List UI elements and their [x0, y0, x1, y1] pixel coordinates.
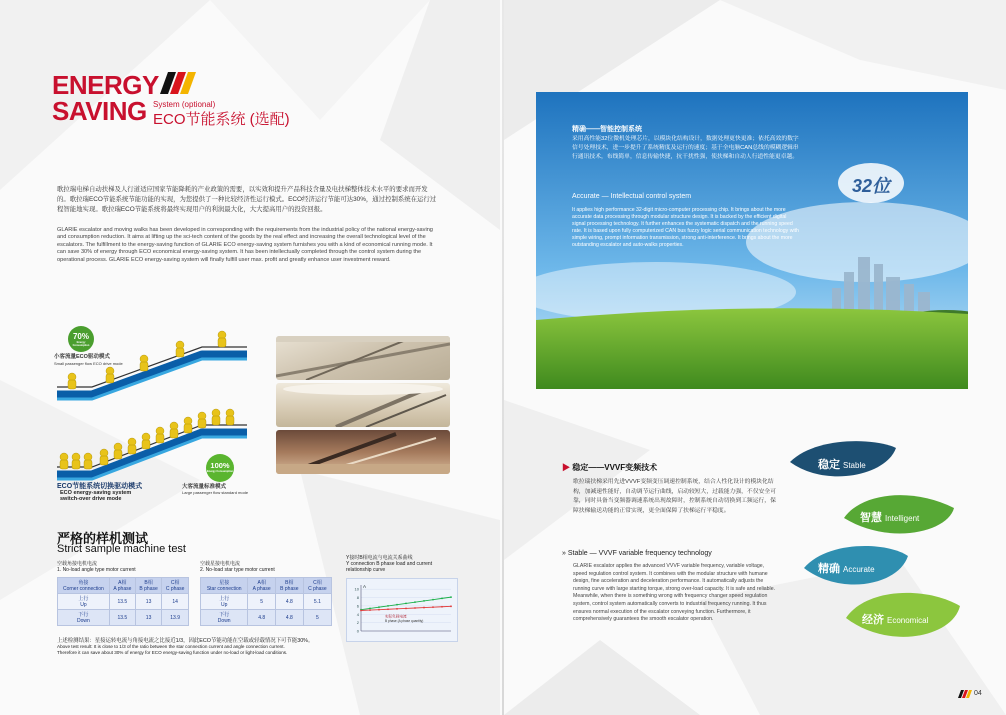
- energy-badge-100: 100% Energy Consumption: [206, 454, 234, 482]
- th-c: C相 C phase: [162, 578, 189, 594]
- data-point: [378, 609, 380, 611]
- data-point: [396, 604, 398, 606]
- switch-mode-label-en2: switch-over drive mode: [60, 496, 122, 502]
- vvvf-body-cn: 歌拉瑞扶梯采用先进VVVF变频变压调速控制系统，结合人性化设计的模块化结构，加减速性能好，自动调节运行曲线，启动较短大，过载能力强，不仅安全可靠，同时具备当变频器调速系统出现故障时，控制系统自动切换到工频运行，保障扶梯输送功能的正常实现，更全面保障了扶梯运行平稳度。: [573, 479, 776, 514]
- chart-title-en: Y connection B phase load and current relationship curve: [346, 561, 433, 573]
- y-tick-label: 4: [356, 611, 359, 617]
- german-flag-stripes-icon: [160, 72, 198, 94]
- y-axis-label: A: [363, 584, 367, 589]
- test-result-en1: Above test result: It is close to 1/3 of the ratio between the star connection current and angle connection current.: [57, 644, 285, 649]
- data-point: [405, 608, 407, 610]
- page-number: 04: [974, 690, 982, 697]
- leaf-intelligent-label: 智慧 Intelligent: [860, 512, 920, 524]
- leaf-economical-label: 经济 Economical: [862, 614, 929, 626]
- table2-title-en-row: 2. No-load star type motor current: [200, 567, 275, 573]
- smart-title-en: Accurate — Intellectual control system: [572, 193, 692, 200]
- data-point: [378, 606, 380, 608]
- data-point: [441, 606, 443, 608]
- badge-32bit: 32位: [838, 163, 904, 203]
- leaf-accurate-label: 精确 Accurate: [818, 563, 875, 575]
- large-flow-label-en: Large passenger flow standard mode: [182, 490, 249, 495]
- load-current-chart: [346, 578, 458, 642]
- test-title-en: Strict sample machine test: [57, 543, 186, 555]
- data-point: [423, 607, 425, 609]
- data-point: [432, 599, 434, 601]
- table1-title-en-row: 1. No-load angle type motor current: [57, 567, 136, 573]
- intro-cn: 歌拉瑞电梯自动扶梯及人行道适应国家节能降耗的产业政策的需要，以实效和提升产品科技含量及电扶梯整体技术水平的要求而开发的。歌拉瑞ECO节能系统节能功能的实现，为您提供了一种比较经济性运行模式。ECO经济运行节能可达30%，通过控制系统在运行过程智能地实现。歌拉瑞ECO节能系统将最终实现用户的利润最大化，大大提高用户的投资回报。: [57, 186, 437, 213]
- data-point: [369, 609, 371, 611]
- mall-photo-1: [276, 336, 450, 380]
- data-point: [396, 608, 398, 610]
- table-row: 下行 Down 4.8 4.8 5: [201, 610, 332, 626]
- vvvf-body-en: GLARIE escalator applies the advanced VVVF variable frequency, variable voltage, speed regulation control system. It combines with the modular structure with humane design, fine acceleration and deceleration performance. It automatically adjusts the running curve with large starting torque, strong over-load capacity. It is safe and reliable. Meanwhile, when there is something wrong with frequency changer speed regulation system, control system automatically converts to industrial frequency running. It thus ensures normal execution of the escalator conveying function. Furthermore, it comprehensively guarantees the smooth escalator operation.: [573, 563, 776, 623]
- table-row: 上行 Up 5 4.8 5.1: [201, 594, 332, 610]
- energy-badge-70: 70% Energy Consumption: [68, 326, 94, 352]
- th-b: B相 B phase: [135, 578, 161, 594]
- y-tick-label: 0: [356, 628, 359, 634]
- switch-mode-label-cn: ECO节能系统切换驱动模式: [57, 483, 143, 490]
- data-point: [360, 610, 362, 612]
- table2-title-cn: 空载星接电机电流: [200, 561, 241, 567]
- data-point: [423, 600, 425, 602]
- data-point: [369, 608, 371, 610]
- vvvf-title-cn: ▶ 稳定——VVVF变频技术: [562, 463, 658, 472]
- data-point: [450, 605, 452, 607]
- legend-cn: 实际负载电流: [385, 614, 407, 619]
- y-tick-label: 6: [356, 603, 359, 609]
- title-cn: ECO节能系统 (选配): [153, 111, 290, 128]
- vvvf-title-en: » Stable — VVVF variable frequency technology: [562, 550, 712, 557]
- mall-photo-2: [276, 383, 450, 427]
- chart-title-cn: Y接时B相电流与电流关系曲线: [346, 555, 413, 561]
- data-point: [387, 608, 389, 610]
- table-angle-current: [57, 577, 189, 626]
- table-star-current: 星接 Star connection A相 A phase B相 B phase C相 C phase 上行 Up 5 4.8 5.1 下行 Down 4.8 4.8 5: [200, 577, 332, 626]
- title-energy: ENERGY: [52, 70, 159, 100]
- intro-en: GLARIE escalator and moving walks has been developed in corresponding with the requirements from the industrial policy of the national energy-saving and consumption reduction. It aims at lifting up the sci-tech content of the goods by the real effect and increasing the overall technological level of the escalators. The fulfillment to the energy-saving function of GLARIE ECO energy-saving system furnishes you with a kind of economical running mode. It can save 30% of energy through ECO economical energy-saving system. It has been intellectually completed through the control system during the operational process. GLARIE ECO energy-saving system will finally fulfill user max. profit and greatly enhance user investment reward.: [57, 227, 433, 263]
- title-optional: System (optional): [153, 100, 216, 109]
- switch-mode-label-en1: ECO energy-saving system: [60, 490, 132, 496]
- data-point: [432, 606, 434, 608]
- y-tick-label: 10: [354, 586, 359, 592]
- y-tick-label: 2: [356, 620, 359, 626]
- test-result-en2: Therefore it can save about 30% of energy for ECO energy-saving function under no-load or light-load conditions.: [57, 650, 288, 655]
- small-flow-label-cn: 小客流量ECO驱动模式: [54, 354, 110, 360]
- data-point: [450, 596, 452, 598]
- data-point: [414, 607, 416, 609]
- mall-photo-3: [276, 430, 450, 474]
- smart-title-cn: 精确——智能控制系统: [572, 126, 642, 133]
- data-point: [387, 605, 389, 607]
- large-flow-label-cn: 大客流量标准模式: [182, 484, 227, 490]
- table-row: 下行 Down 13.5 13 13.9: [58, 610, 189, 626]
- small-flow-label-en: Small passenger flow ECO drive mode: [54, 361, 123, 366]
- data-point: [405, 603, 407, 605]
- smart-body-cn: 采用高性能32位微机处理芯片，以模块化结构设计，数据处理更快更准；依托高效的数字信号处理技术，进一步提升了系统精度及运行的速度；基于全电脑CAN总线的模糊逻辑串行通讯技术，布线简单，信息传输快捷，抗干扰性强，使扶梯和自动人行道性能更卓越。: [572, 136, 799, 160]
- table1-title-cn: 空载角接电机电流: [57, 561, 98, 567]
- legend-en: B phase (A phase quantity): [385, 618, 424, 623]
- smart-body-en: It applies high performance 32-digit micro-computer processing chip. It brings about the more accurate data processing through modular structure design. It is backed by the efficient digital signal processing technology. It further enhances the systematic dispatch and the running speed rate. It is based upon fully computerized CAN bus fuzzy logic serial communication technology with simple wiring, prompt information transmission, strong anti-interference. It brings about the more outstanding escalator and auto-walks properties.: [572, 207, 799, 248]
- table-row: 上行 Up 13.5 13 14: [58, 594, 189, 610]
- test-title-cn: 严格的样机测试: [57, 531, 149, 546]
- footer-stripes-icon: [958, 690, 972, 698]
- th-conn: 角接 Corner connection: [58, 578, 110, 594]
- data-point: [441, 597, 443, 599]
- data-point: [414, 601, 416, 603]
- test-result-cn: 上述检测结果：星接运转电流与角接电流之比接近1/3，因此ECO节能功能在空载或轻载情况下可节能30%。: [57, 638, 314, 644]
- th-a: A相 A phase: [109, 578, 135, 594]
- y-tick-label: 8: [356, 595, 359, 601]
- page-spine: [502, 0, 504, 715]
- leaf-stable-label: 稳定 Stable: [818, 459, 866, 471]
- title-saving: SAVING: [52, 96, 147, 126]
